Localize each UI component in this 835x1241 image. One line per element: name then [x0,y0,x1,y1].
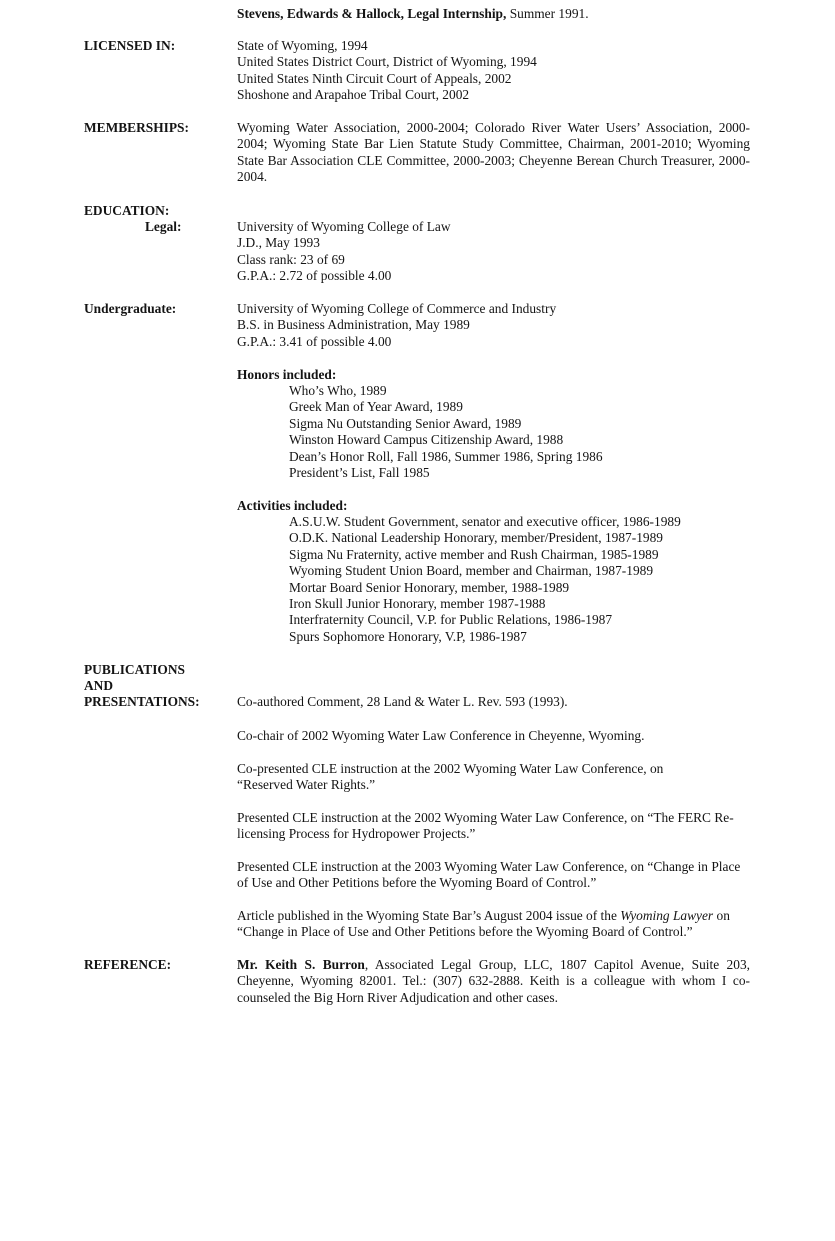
publication-article [237,908,752,941]
honors-item: Winston Howard Campus Citizenship Award, 1988 [289,432,564,448]
publication-item: Co-chair of 2002 Wyoming Water Law Conference in Cheyenne, Wyoming. [237,728,645,743]
honors-item: Greek Man of Year Award, 1989 [289,399,463,415]
honors-heading: Honors included: [237,367,337,382]
honors-item: Who’s Who, 1989 [289,383,387,398]
activities-item: O.D.K. National Leadership Honorary, member/President, 1987-1989 [289,530,663,546]
undergrad-education-item: B.S. in Business Administration, May 1989 [237,317,470,333]
activities-item: A.S.U.W. Student Government, senator and executive officer, 1986-1989 [289,514,681,529]
memberships-text: Wyoming Water Association, 2000-2004; Colorado River Water Users’ Association, 2000-2004; Wyoming State Bar Lien Statute Study Committee, Chairman, 2001-2010; Wyoming State Bar Association CLE Committee, 2000-2003; Cheyenne Berean Church Treasurer, 2000-2004. [237,120,750,185]
activities-item: Mortar Board Senior Honorary, member, 1988-1989 [289,579,570,595]
legal-label: Legal: [145,219,182,234]
publication-item: Co-authored Comment, 28 Land & Water L. Rev. 593 (1993). [237,694,568,709]
activities-item: Wyoming Student Union Board, member and Chairman, 1987-1989 [289,563,654,579]
publications-label-line1: PUBLICATIONS [84,662,185,677]
memberships-label: MEMBERSHIPS: [84,120,189,135]
undergrad-label: Undergraduate: [84,301,177,316]
publication-item: Presented CLE instruction at the 2002 Wyoming Water Law Conference, on “The FERC Re-licensing Process for Hydropower Projects.” [237,810,734,842]
licensed-list [237,38,750,104]
education-label: EDUCATION: [84,203,170,218]
internship-firm: Stevens, Edwards & Hallock, Legal Internship, [237,6,507,21]
internship-line [237,6,589,22]
activities-item: Iron Skull Junior Honorary, member 1987-1988 [289,596,546,612]
legal-education-item: G.P.A.: 2.72 of possible 4.00 [237,268,392,284]
licensed-item: United States Ninth Circuit Court of Appeals, 2002 [237,70,512,86]
honors-item: Dean’s Honor Roll, Fall 1986, Summer 1986, Spring 1986 [289,448,603,464]
reference-text [237,957,750,1006]
publications-label-line3: PRESENTATIONS: [84,694,200,709]
legal-education-list [237,219,750,285]
publication-item: Co-presented CLE instruction at the 2002 Wyoming Water Law Conference, on “Reserved Water Rights.” [237,761,664,793]
internship-term: Summer 1991. [509,6,589,21]
publications-label-line2: AND [84,678,114,693]
activities-heading: Activities included: [237,498,348,513]
reference-name: Mr. Keith S. Burron [237,957,365,972]
publication-item: Presented CLE instruction at the 2003 Wyoming Water Law Conference, on “Change in Place of Use and Other Petitions before the Wyoming Board of Control.” [237,859,741,891]
licensed-item: United States District Court, District of Wyoming, 1994 [237,54,537,70]
honors-item: President’s List, Fall 1985 [289,465,430,481]
article-journal: Wyoming Lawyer [620,908,714,923]
licensed-item: Shoshone and Arapahoe Tribal Court, 2002 [237,87,470,103]
article-text-pre: Article published in the Wyoming State Bar’s August 2004 issue of the [237,908,617,923]
reference-details: , Associated Legal Group, LLC, 1807 Capitol Avenue, Suite 203, Cheyenne, Wyoming 82001. Tel.: (307) 632-2888. Keith is a colleague with whom I co-counseled the Big Horn River Adjudication and other cases. [237,957,750,1005]
undergrad-education-list [237,301,750,350]
licensed-item: State of Wyoming, 1994 [237,38,368,53]
activities-list [289,514,802,645]
honors-list [289,383,802,481]
undergrad-education-item: G.P.A.: 3.41 of possible 4.00 [237,333,392,349]
article-text-post: on “Change in Place of Use and Other Petitions before the Wyoming Board of Control.” [237,908,730,940]
reference-label: REFERENCE: [84,957,172,972]
licensed-label: LICENSED IN: [84,38,176,53]
undergrad-education-item: University of Wyoming College of Commerce and Industry [237,301,557,316]
activities-item: Spurs Sophomore Honorary, V.P, 1986-1987 [289,628,527,644]
legal-education-item: University of Wyoming College of Law [237,219,451,234]
legal-education-item: J.D., May 1993 [237,235,320,251]
legal-education-item: Class rank: 23 of 69 [237,251,345,267]
activities-item: Sigma Nu Fraternity, active member and Rush Chairman, 1985-1989 [289,546,659,562]
activities-item: Interfraternity Council, V.P. for Public Relations, 1986-1987 [289,612,613,628]
honors-item: Sigma Nu Outstanding Senior Award, 1989 [289,415,522,431]
